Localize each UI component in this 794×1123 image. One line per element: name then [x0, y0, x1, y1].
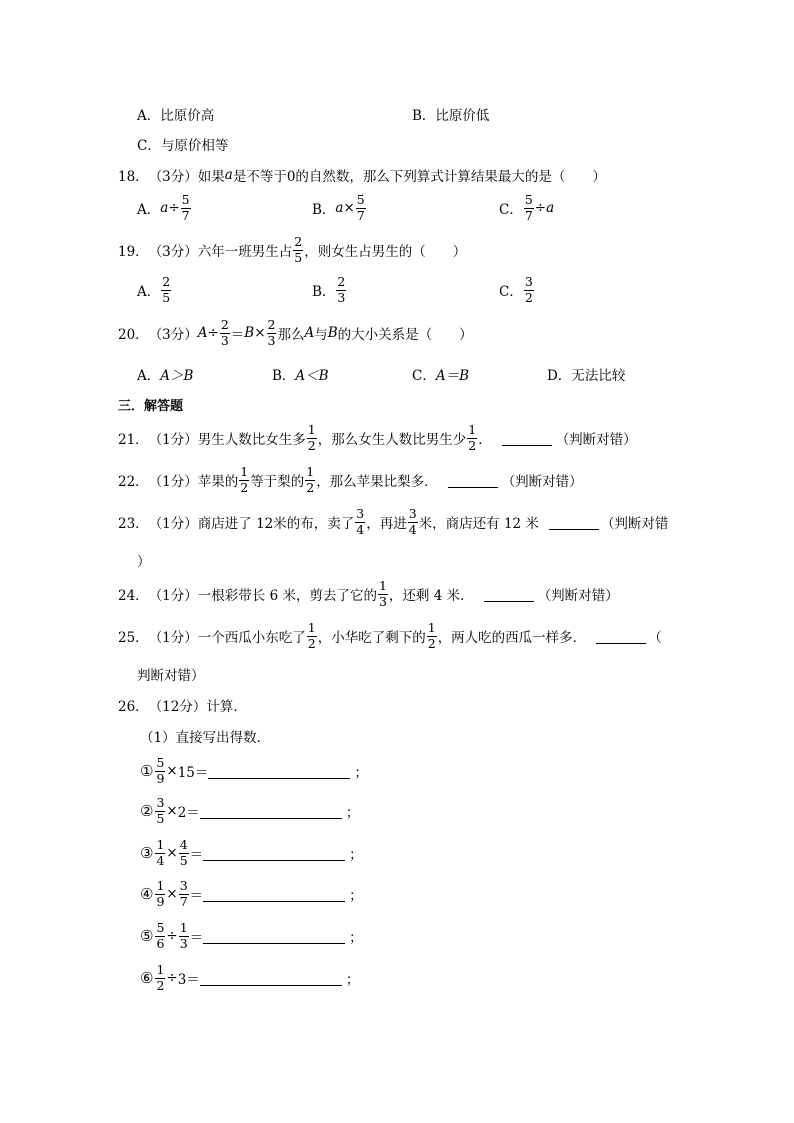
item-marker: ⑤	[140, 927, 154, 945]
question-text: ，那么女生人数比男生少	[317, 432, 467, 448]
fraction	[181, 194, 191, 222]
calc-item-4	[140, 880, 363, 908]
q19-option-a	[137, 276, 172, 304]
calc-item-1	[140, 757, 368, 785]
operator: ÷	[166, 970, 178, 986]
question-text: 计算．	[206, 699, 247, 715]
denominator: 7	[179, 893, 188, 909]
fraction	[305, 466, 315, 494]
option-text: D．无法比较	[547, 368, 626, 384]
option-label: B．	[312, 202, 336, 218]
fraction	[467, 424, 477, 452]
variable: a	[335, 200, 344, 216]
denominator: 7	[524, 207, 533, 223]
calc-item-3	[140, 839, 363, 867]
question-text: ，小华吃了剩下的	[317, 630, 426, 646]
variable: a	[160, 200, 169, 216]
denominator: 5	[294, 249, 303, 265]
question-text: 一个西瓜小东吃了	[197, 630, 306, 646]
question-text: 如果	[197, 169, 225, 185]
variable: a	[546, 200, 555, 216]
question-number: 21．	[118, 432, 149, 448]
numerator: 3	[524, 274, 533, 289]
fraction	[378, 580, 388, 608]
question-hint: ）	[137, 554, 151, 570]
q18-option-b	[312, 194, 367, 222]
question-hint: （判断对错）	[501, 474, 583, 490]
calc-item-5	[140, 922, 363, 950]
fraction	[293, 236, 303, 264]
numerator: 2	[267, 317, 276, 332]
operator: ÷	[166, 928, 178, 944]
numerator: 5	[356, 192, 365, 207]
option-text: C．与原价相等	[137, 138, 229, 154]
numerator: 3	[356, 506, 365, 521]
operator: ÷	[534, 200, 547, 216]
numerator: 1	[306, 464, 315, 479]
denominator: 3	[337, 289, 346, 305]
question-text: 商店进了 12米的布，卖了	[197, 516, 355, 532]
numerator: 1	[240, 464, 249, 479]
operator: ＝	[230, 327, 245, 343]
q23-wrap	[137, 550, 151, 570]
fraction	[179, 839, 189, 867]
question-number: 23．	[118, 516, 149, 532]
numerator: 3	[408, 506, 417, 521]
denominator: 9	[156, 893, 165, 909]
fraction	[427, 622, 437, 650]
denominator: 4	[408, 521, 417, 537]
q17-option-a	[137, 104, 214, 124]
question-text: ，还剩 4 米．	[388, 588, 474, 604]
numerator: 1	[156, 878, 165, 893]
numerator: 3	[179, 878, 188, 893]
answer-blank[interactable]	[203, 887, 345, 902]
punctuation: ；	[345, 805, 360, 821]
variable: a	[224, 167, 233, 183]
option-label: A．	[137, 284, 161, 300]
q20-option-d	[547, 364, 625, 384]
numerator: 2	[337, 274, 346, 289]
denominator: 2	[306, 479, 315, 495]
fraction	[220, 319, 230, 347]
option-label: C．	[412, 368, 436, 384]
punctuation: ；	[349, 888, 363, 904]
question-text: ．	[478, 432, 492, 448]
expression-text: ＝	[189, 930, 204, 946]
question-26	[118, 695, 247, 715]
question-text: ，则女生占男生的（ ）	[304, 244, 467, 260]
question-score: （1分）	[148, 588, 198, 604]
question-text: 的大小关系是（ ）	[337, 327, 473, 343]
operator: ÷	[207, 325, 219, 341]
option-label: A．	[137, 202, 161, 218]
fraction	[524, 194, 534, 222]
question-score: （1分）	[148, 474, 198, 490]
question-text: ，两人吃的西瓜一样多．	[437, 630, 587, 646]
numerator: 5	[524, 192, 533, 207]
question-hint: （判断对错）	[555, 432, 637, 448]
numerator: 5	[156, 755, 165, 770]
fraction	[356, 194, 366, 222]
question-number: 18．	[118, 169, 149, 185]
item-marker: ③	[140, 844, 154, 862]
denominator: 2	[307, 635, 316, 651]
question-hint: （判断对错）	[537, 588, 619, 604]
item-marker: ④	[140, 885, 154, 903]
expression-text: ＝	[189, 847, 204, 863]
item-marker: ⑥	[140, 969, 154, 987]
option-expression: A＝B	[435, 368, 470, 384]
question-number: 25．	[118, 630, 149, 646]
question-19	[118, 236, 466, 264]
question-hint: （判断对错	[600, 516, 669, 532]
calc-item-2	[140, 797, 359, 825]
answer-blank[interactable]	[484, 587, 534, 602]
question-score: （3分）	[148, 327, 198, 343]
fraction	[307, 424, 317, 452]
question-number: 24．	[118, 588, 149, 604]
sub-question-text: （1）直接写出得数．	[140, 730, 271, 746]
operator: ÷	[168, 200, 180, 216]
option-text: A．比原价高	[137, 108, 215, 124]
question-hint: （	[648, 630, 662, 646]
denominator: 5	[162, 289, 171, 305]
option-label: B．	[272, 368, 296, 384]
question-score: （3分）	[148, 244, 198, 260]
fraction	[179, 880, 189, 908]
numerator: 2	[294, 234, 303, 249]
fraction	[355, 508, 365, 536]
fraction	[239, 466, 249, 494]
denominator: 2	[468, 437, 477, 453]
operator: ×	[166, 763, 178, 779]
numerator: 5	[181, 192, 190, 207]
q25-wrap	[137, 664, 205, 684]
denominator: 4	[356, 521, 365, 537]
denominator: 6	[156, 935, 165, 951]
fraction	[179, 922, 189, 950]
numerator: 1	[427, 620, 436, 635]
operator: ×	[166, 803, 178, 819]
question-text: ，那么苹果比梨多．	[316, 474, 438, 490]
denominator: 7	[356, 207, 365, 223]
q18-option-a	[137, 194, 192, 222]
fraction	[267, 319, 277, 347]
q19-option-c	[499, 276, 535, 304]
question-25	[118, 622, 662, 650]
operator: ×	[166, 845, 178, 861]
question-hint: 判断对错）	[137, 668, 205, 684]
option-label: B．	[312, 284, 336, 300]
answer-blank[interactable]	[200, 971, 342, 986]
q20-option-b	[272, 364, 329, 384]
question-text: 与	[314, 327, 328, 343]
q26-subheading	[140, 726, 270, 746]
question-text: 一根彩带长 6 米，剪去了它的	[197, 588, 377, 604]
question-text: 男生人数比女生多	[197, 432, 306, 448]
question-score: （1分）	[148, 432, 198, 448]
question-text: 苹果的	[197, 474, 239, 490]
q20-option-a	[137, 364, 193, 384]
expression-text: 3＝	[177, 972, 200, 988]
denominator: 5	[156, 810, 165, 826]
variable: A	[304, 325, 315, 341]
option-expression: A＞B	[160, 368, 194, 384]
q17-option-c	[137, 134, 228, 154]
variable: B	[244, 325, 255, 341]
expression-text: ＝	[189, 888, 204, 904]
numerator: 1	[179, 920, 188, 935]
q19-option-b	[312, 276, 347, 304]
numerator: 1	[156, 837, 165, 852]
denominator: 2	[524, 289, 533, 305]
punctuation: ；	[345, 972, 360, 988]
fraction	[524, 276, 534, 304]
variable: A	[197, 325, 208, 341]
option-expression: A＜B	[295, 368, 329, 384]
denominator: 2	[240, 479, 249, 495]
fraction	[336, 276, 346, 304]
denominator: 3	[267, 332, 276, 348]
numerator: 1	[307, 422, 316, 437]
fraction	[155, 839, 165, 867]
question-text: 六年一班男生占	[197, 244, 293, 260]
question-23	[118, 508, 668, 536]
option-label: C．	[499, 284, 523, 300]
denominator: 3	[220, 332, 229, 348]
section-heading: 三．解答题	[118, 399, 184, 414]
punctuation: ；	[354, 765, 368, 781]
fraction	[155, 797, 165, 825]
answer-blank[interactable]	[596, 629, 646, 644]
denominator: 4	[156, 852, 165, 868]
operator: ×	[254, 325, 266, 341]
question-22	[118, 466, 583, 494]
question-text: 米，商店还有 12 米	[418, 516, 539, 532]
numerator: 1	[378, 578, 387, 593]
question-text: 那么	[277, 327, 305, 343]
item-marker: ①	[140, 762, 154, 780]
question-number: 26．	[118, 699, 149, 715]
question-score: （3分）	[148, 169, 198, 185]
fraction	[307, 622, 317, 650]
question-score: （1分）	[148, 516, 198, 532]
answer-blank[interactable]	[448, 473, 498, 488]
denominator: 3	[179, 935, 188, 951]
denominator: 7	[181, 207, 190, 223]
expression-text: 2＝	[177, 805, 200, 821]
option-label: A．	[137, 368, 161, 384]
question-number: 22．	[118, 474, 149, 490]
option-text: B．比原价低	[412, 108, 490, 124]
answer-blank[interactable]	[549, 515, 599, 530]
question-number: 19．	[118, 244, 149, 260]
numerator: 1	[468, 422, 477, 437]
punctuation: ；	[349, 847, 363, 863]
denominator: 2	[156, 977, 165, 993]
question-score: （1分）	[148, 630, 198, 646]
denominator: 2	[307, 437, 316, 453]
variable: B	[327, 325, 338, 341]
answer-blank[interactable]	[203, 846, 345, 861]
fraction	[155, 922, 165, 950]
option-label: C．	[499, 202, 523, 218]
numerator: 1	[307, 620, 316, 635]
numerator: 5	[156, 920, 165, 935]
q17-option-b	[412, 104, 489, 124]
question-text: 等于梨的	[250, 474, 305, 490]
calc-item-6	[140, 964, 359, 992]
fraction	[155, 964, 165, 992]
question-text: ，再进	[366, 516, 407, 532]
question-score: （12分）	[148, 699, 207, 715]
operator: ×	[343, 200, 355, 216]
question-21	[118, 424, 637, 452]
numerator: 4	[179, 837, 188, 852]
answer-blank[interactable]	[208, 764, 350, 779]
punctuation: ；	[349, 930, 363, 946]
numerator: 1	[156, 962, 165, 977]
numerator: 3	[156, 795, 165, 810]
question-number: 20．	[118, 327, 149, 343]
fraction	[155, 757, 165, 785]
denominator: 3	[378, 593, 387, 609]
numerator: 2	[220, 317, 229, 332]
numerator: 2	[162, 274, 171, 289]
question-text: 是不等于0的自然数，那么下列算式计算结果最大的是（ ）	[232, 169, 606, 185]
fraction	[155, 880, 165, 908]
answer-blank[interactable]	[200, 804, 342, 819]
answer-blank[interactable]	[502, 431, 552, 446]
expression-text: 15＝	[177, 765, 209, 781]
denominator: 2	[427, 635, 436, 651]
denominator: 5	[179, 852, 188, 868]
fraction	[408, 508, 418, 536]
denominator: 9	[156, 770, 165, 786]
question-18	[118, 165, 606, 185]
q18-option-c	[499, 194, 554, 222]
fraction	[161, 276, 171, 304]
operator: ×	[166, 886, 178, 902]
question-20	[118, 319, 473, 347]
question-24	[118, 580, 619, 608]
answer-blank[interactable]	[203, 929, 345, 944]
q20-option-c	[412, 364, 469, 384]
item-marker: ②	[140, 802, 154, 820]
